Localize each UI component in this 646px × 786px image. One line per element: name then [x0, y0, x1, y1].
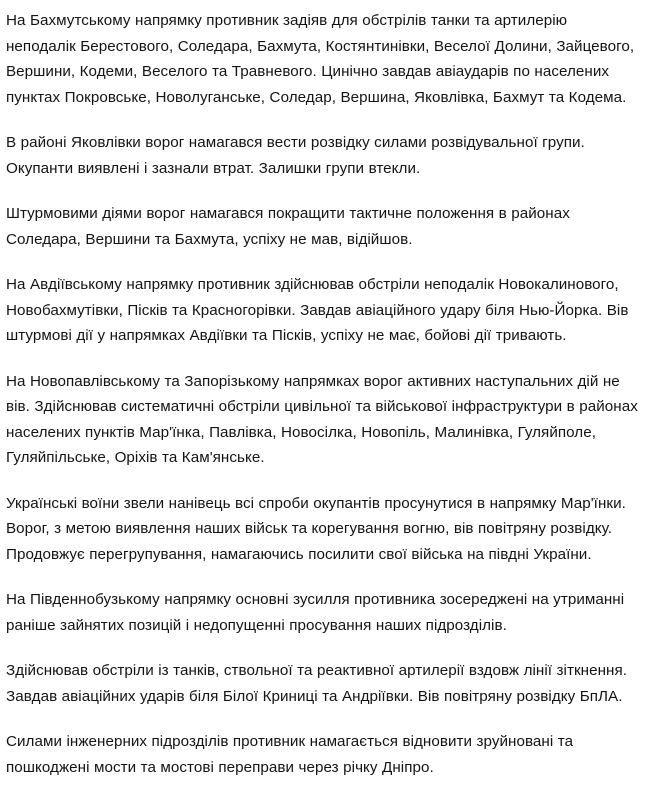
paragraph-artillery-airstrikes: Здійснював обстріли із танків, ствольної та реактивної артилерії вздовж лінії зіткнення. Завдав авіаційних ударів біля Білої Криниці та Андріївки. Вів повітряну розвідку БпЛА.	[6, 662, 628, 705]
paragraph-engineering-bridges: Силами інженерних підрозділів противник намагається відновити зруйновані та пошкоджені мости та мостові переправи через річку Дніпро.	[6, 733, 574, 776]
paragraph-novopavlivka-zaporizhzhia-direction: На Новопавлівському та Запорізькому напрямках ворог активних наступальних дій не вів. Здійснював систематичні обстріли цивільної та військової інфраструктури в районах населених пунктів Мар'їнка, Павлівка, Новосілка, Новопіль, Малинівка, Гуляйполе, Гуляйпільське, Оріхів та Кам'янське.	[6, 372, 638, 466]
paragraph-southern-buh-direction: На Південнобузькому напрямку основні зусилля противника зосереджені на утриманні раніше зайнятих позицій і недопущенні просування наших підрозділів.	[6, 591, 625, 634]
paragraph-marinka-defense: Українські воїни звели нанівець всі спроби окупантів просунутися в напрямку Мар'їнки. Ворог, з метою виявлення наших військ та корегування вогню, вів повітряну розвідку. Продовжує перегрупування, намагаючись посилити свої війська на півдні України.	[6, 494, 626, 563]
paragraph-yakovlivka-recon: В районі Яковлівки ворог намагався вести розвідку силами розвідувальної групи. Окупанти виявлені і зазнали втрат. Залишки групи втекли.	[6, 134, 585, 177]
paragraph-assault-actions: Штурмовими діями ворог намагався покращити тактичне положення в районах Соледара, Вершини та Бахмута, успіху не мав, відійшов.	[6, 205, 570, 248]
paragraph-bakhmut-direction: На Бахмутському напрямку противник задіяв для обстрілів танки та артилерію неподалік Берестового, Соледара, Бахмута, Костянтинівки, Веселої Долини, Зайцевого, Вершини, Кодеми, Веселого та Травневого. Цинічно завдав авіаударів по населених пунктах Покровське, Новолуганське, Соледар, Вершина, Яковлівка, Бахмут та Кодема.	[6, 12, 635, 106]
paragraph-avdiivka-direction: На Авдіївському напрямку противник здійснював обстріли неподалік Новокалинового, Новобахмутівки, Пісків та Красногорівки. Завдав авіаційного удару біля Нью-Йорка. Вів штурмові дії у напрямках Авдіївки та Пісків, успіху не має, бойові дії тривають.	[6, 276, 629, 344]
